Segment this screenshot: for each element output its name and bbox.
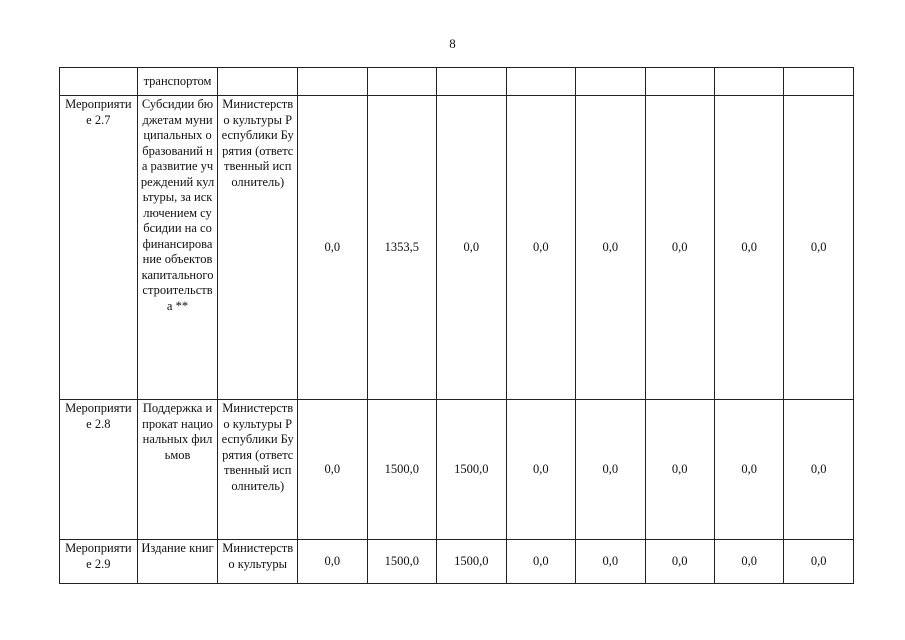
table-row-2-8	[60, 400, 854, 540]
budget-table	[59, 67, 854, 584]
table-row-2-7	[60, 96, 854, 400]
cell-value	[645, 68, 714, 96]
cell-description: Поддержка и прокат национальных фильмов	[137, 400, 218, 540]
cell-value: 0,0	[784, 400, 854, 540]
cell-value: 0,0	[506, 96, 575, 400]
cell-value: 0,0	[298, 96, 367, 400]
table-row-2-9	[60, 540, 854, 584]
cell-responsible	[218, 68, 298, 96]
cell-value: 0,0	[576, 96, 645, 400]
cell-value: 0,0	[298, 540, 367, 584]
page-number: 8	[449, 36, 456, 51]
cell-value: 0,0	[506, 400, 575, 540]
cell-value: 1500,0	[367, 540, 436, 584]
cell-value: 0,0	[645, 540, 714, 584]
cell-responsible: Министерство культуры Республики Бурятия (ответственный исполнитель)	[218, 96, 298, 400]
cell-value	[367, 68, 436, 96]
cell-value: 1500,0	[367, 400, 436, 540]
cell-value: 1500,0	[437, 400, 506, 540]
cell-value: 0,0	[645, 400, 714, 540]
cell-value: 0,0	[784, 96, 854, 400]
cell-value: 0,0	[714, 540, 783, 584]
cell-value	[298, 68, 367, 96]
cell-value: 0,0	[576, 400, 645, 540]
cell-value: 0,0	[298, 400, 367, 540]
cell-name: Мероприятие 2.8	[60, 400, 138, 540]
cell-value: 0,0	[437, 96, 506, 400]
cell-name: Мероприятие 2.7	[60, 96, 138, 400]
cell-value	[784, 68, 854, 96]
cell-description: Издание книг	[137, 540, 218, 584]
cell-value: 1500,0	[437, 540, 506, 584]
table-row-continuation	[60, 68, 854, 96]
cell-responsible: Министерство культуры Республики Бурятия (ответственный исполнитель)	[218, 400, 298, 540]
cell-name	[60, 68, 138, 96]
cell-value: 0,0	[576, 540, 645, 584]
cell-value: 1353,5	[367, 96, 436, 400]
cell-value: 0,0	[645, 96, 714, 400]
cell-name: Мероприятие 2.9	[60, 540, 138, 584]
cell-description: транспортом	[137, 68, 218, 96]
cell-value: 0,0	[784, 540, 854, 584]
cell-value	[506, 68, 575, 96]
cell-value	[576, 68, 645, 96]
cell-value	[714, 68, 783, 96]
cell-value: 0,0	[714, 96, 783, 400]
cell-value	[437, 68, 506, 96]
cell-description: Субсидии бюджетам муниципальных образований на развитие учреждений культуры, за исключением субсидии на софинансирование объектов капитального строительства **	[137, 96, 218, 400]
cell-value: 0,0	[714, 400, 783, 540]
cell-responsible: Министерство культуры	[218, 540, 298, 584]
cell-value: 0,0	[506, 540, 575, 584]
